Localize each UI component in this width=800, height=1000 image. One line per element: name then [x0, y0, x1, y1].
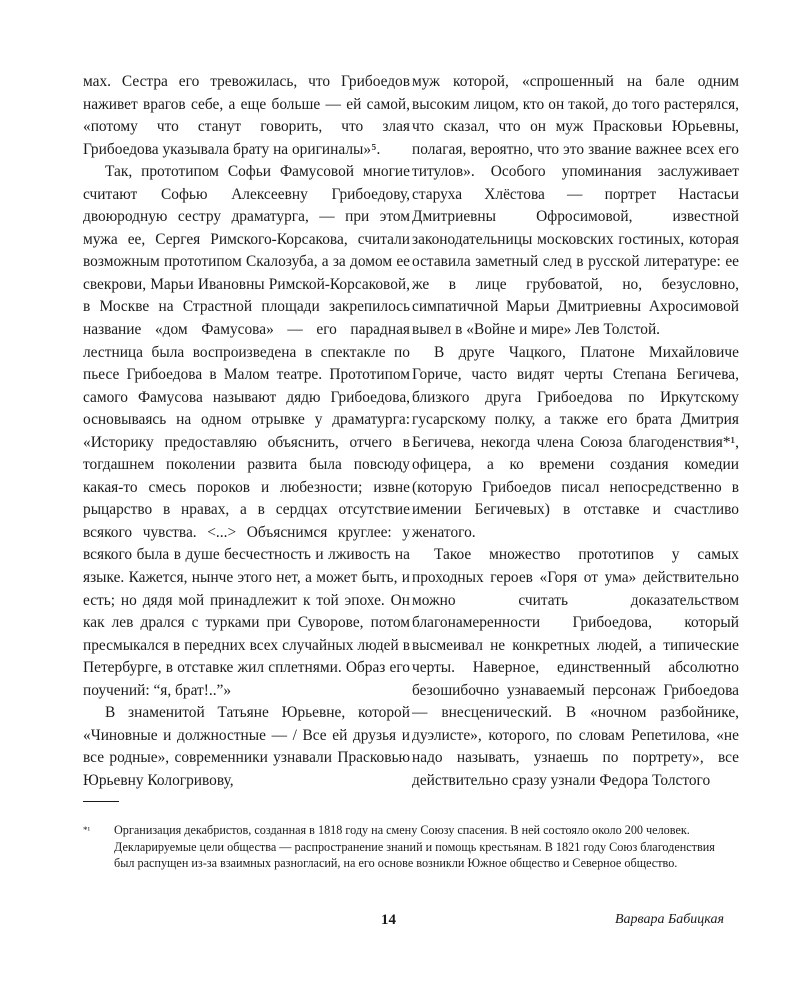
paragraph: Так, прототипом Софьи Фамусовой многие считают Софью Алексеевну Грибоедову, двоюродную сестру драматурга, — при этом мужа ее, Сергея Римского-Корсакова, считали возможным прототипом Скалозуба, а за домом ее свекрови, Марьи Ивановны Римской-Корсаковой, в Москве на Страстной площади закрепилось название «дом Фамусова» — его парадная лестница была воспроизведена в спектакле по пьесе Грибоедова в Малом театре. Прототипом самого Фамусова называют дядю Грибоедова, основываясь на одном отрывке у драматурга: «Историку предоставляю объяснить, отчего в тогдашнем поколении развита была повсюду какая-то смесь пороков и любезности; извне рыцарство в нравах, а в сердцах отсутствие всякого чувства. <...> Объяснимся круглее: у всякого была в душе бесчестность и лживость на языке. Кажется, нынче этого нет, а может быть, и есть; но дядя мой принадлежит к той эпохе. Он как лев дрался с турками при Суворове, потом пресмыкался в передних всех случайных людей в Петербурге, в отставке жил сплетнями. Образ его поучений: “я, брат!..”» [83, 163, 410, 699]
paragraph: муж которой, «спрошенный на бале одним высоким лицом, кто он такой, до того растерялся, что сказал, что он муж Прасковьи Юрьевны, полагая, вероятно, что это звание важнее всех его титулов». Особого упоминания заслуживает старуха Хлёстова — портрет Настасьи Дмитриевны Офросимовой, известной законодательницы московских гостиных, которая оставила заметный след в русской литературе: ее же в лице грубоватой, но, безусловно, симпатичной Марьи Дмитриевны Ахросимовой вывел в «Войне и мире» Лев Толстой. [412, 73, 739, 339]
paragraph: Такое множество прототипов у самых проходных героев «Горя от ума» действительно можно считать доказательством благонамеренности Грибоедова, который высмеивал не конкретных людей, а типические черты. Наверное, единственный абсолютно безошибочно узнаваемый персонаж Грибоедова — внесценический. В «ночном разбойнике, дуэлисте», которого, по словам Репетилова, «не надо называть, узнаешь по портрету», все действительно сразу узнали Федора Толстого [412, 546, 739, 789]
paragraph: В друге Чацкого, Платоне Михайловиче Гориче, часто видят черты Степана Бегичева, близкого друга Грибоедова по Иркутскому гусарскому полку, а также его брата Дмитрия Бегичева, некогда члена Союза благоденствия*¹, офицера, а ко времени создания комедии (которую Грибоедов писал непосредственно в имении Бегичевых) в отставке и счастливо женатого. [412, 343, 739, 541]
left-text-column [83, 71, 410, 793]
footnote-marker: *¹ [83, 825, 91, 835]
footnote-divider [83, 801, 119, 802]
paragraph: мах. Сестра его тревожилась, что Грибоедов наживет врагов себе, а еще больше — ей самой, «потому что станут говорить, что злая Грибоедова указывала брату на оригиналы»⁵. [83, 73, 410, 158]
paragraph: В знаменитой Татьяне Юрьевне, которой «Чиновные и должностные — / Все ей друзья и все родные», современники узнавали Прасковью Юрьевну Кологривову, [83, 704, 410, 789]
running-footer-author: Варвара Бабицкая [614, 912, 724, 927]
footnote [83, 822, 723, 872]
page-number: 14 [381, 912, 396, 928]
right-text-column [412, 71, 739, 793]
footnote-text: Организация декабристов, созданная в 1818 году на смену Союзу спасения. В ней состояло около 200 человек. Декларируемые цели общества — распространение знаний и помощь крестьянам. В 1821 году Союз благоденствия был распущен из-за взаимных разногласий, на его основе возникли Южное общество и Северное общество. [114, 823, 715, 870]
